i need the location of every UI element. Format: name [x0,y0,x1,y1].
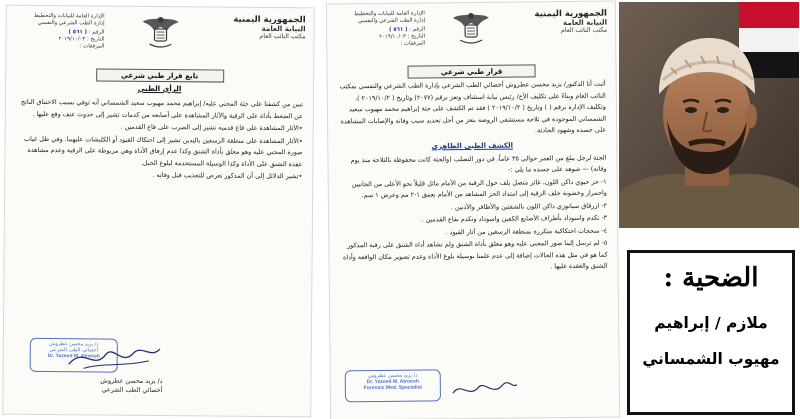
finding-item: ٢- ازرقاق سيانوزي داكن اللون بالشفتين والأظافر والأذنين . [450,201,607,211]
stamp-name-en: Dr. Yazeed M. Atroosh [366,378,419,386]
official-stamp [345,369,441,402]
decision-intro [328,78,617,139]
victim-name: ملازم / إبراهيم مهيوب الشمساني [642,314,780,368]
document-title: قرار طبي شرعي [407,64,535,78]
date-value: ٢٠١٩/١٠/٠٣ [58,36,86,43]
document-title: تابع قرار طبي شرعي [96,68,224,82]
prosecution-label: النيابة العامة [261,23,306,34]
national-emblem-icon [139,12,181,52]
section-subtitle: الرأي الطبي [137,83,182,94]
signatory-title: أخصائي الطب الشرعي [101,386,163,395]
section-title: الكشف الطبي الظاهري [431,141,514,150]
office-label: مكتب النائب العام [561,26,608,35]
date-label: التاريخ : [86,36,105,43]
forensic-decision-document [326,0,620,419]
opinion-body [5,97,313,183]
signature-scribble-icon [449,375,519,404]
attachments-label: المرفقات : [79,43,105,50]
department-line-2: إدارة الطب الشرعي والنفسي [37,19,105,27]
victim-photo [619,2,799,228]
finding-item: ٣- تكدم واسوداد بأطراف الأصابع الكفين واسوداد وتكدم بقاع القدمين . [421,213,608,224]
attachments-label: المرفقات : [400,40,426,47]
stamp-title-ar: أخصائي الطب الشرعي [49,347,98,354]
date-value: ٢٠١٩/١٠/٠٣ [379,33,406,40]
reference-label: الرقم : [409,26,426,33]
finding-item: ٥- لم ترسل إلينا صور المجني عليه وهو معلق بأداة الشنق ولم تشاهد أداة الشنق على رقبة المذكور كما هو في مثل هذه الحالات إضافة إلى عدم علمنا بوسيلة بلوغ الأداة وعدم تصوير مكان الواقعة وأداة الشنق والعقدة عليها . [342,238,608,271]
department-line-1: الإدارة العامة للنيابات والتخطيط [33,12,105,20]
date-label: التاريخ : [407,33,426,40]
finding-item: ١- حز حيوي داكن اللون، غائر متصل يلف حول الرقبة من الأمام مائل قليلاً نحو الأعلى من الجانبين واحمرار وخشونة خلف الرقبة إلى امتداد الحز المشاهد من الأمام بعمق ١-٢ مم وعرض ١ سم. [351,177,607,200]
department-block [333,10,425,48]
agency-heading [534,9,607,36]
document-header [327,2,616,63]
department-line-1: الإدارة العامة للنيابات والتخطيط [354,10,425,18]
stamp-name-en: Dr. Yazeed M. Atroosh [47,353,100,360]
stamp-name-ar: د/ يزيد محسن عطروش [367,372,418,380]
signature-block [52,376,162,395]
document-header [6,6,313,67]
department-block [12,13,104,51]
national-emblem-icon [450,8,492,48]
paragraph: • الآثار المشاهدة على قاع قدميه تشير إلى الضرب على قاع القدمين . [16,121,303,135]
republic-label: الجمهورية اليمنية [534,8,607,20]
intro-paragraph: أثبت أنا الدكتور/ يزيد محسن عطروش أخصائي الطب الشرعي بإدارة الطب الشرعي والنفسي بمكتب النائب العام وبناءً على تكليف الأخ/ رئيس نيابة استئناف وتعز برقم (٢٠٧٧) وتاريخ ( ٢٠١٩/١٠/٢ )، وتكليف الإدارة برقم ( ) وتاريخ ( ٢٠١٩/١٠/٢ ) فقد تم الكشف على جثة إبراهيم محمد مهيوب سعيد الشمساني الموجودة في ثلاجة مستشفى الروضة بتعز من أجل تحديد سبب وفاته والإصابات المشاهدة على جسده وشهود الحادثة. [339,79,607,135]
stamp-name-ar: د/ يزيد محسن عطروش [49,341,99,348]
victim-caption-box [627,250,795,415]
victim-portrait-image [619,2,799,228]
paragraph: • الآثار المشاهدة على منطقة الرسغين باليدين تشير إلى احتكاك القيود أو الكلبشات عليهما. وفي ظل غياب صورة المجني عليه وهو معلق بأداة الشنق وكذا عدم إرفاق الأداة وهي مربوطة على الرقبة وعدم مشاهدة عقدة الشنق على الأداة وكذا الوسيلة المستخدمة لبلوغ الحبل. [15,133,302,170]
agency-heading [233,15,306,42]
exam-findings [328,152,617,275]
signature-scribble-icon [64,336,164,377]
paragraph: • تشير الدلائل إلى أن المذكور تعرض للتعذيب قبل وفاته . [15,169,302,183]
exam-intro: الجثة لرجل يبلغ من العمر حوالي ٣٥ عاماً، في دور التصلب (والجثة كانت محفوظة بالثلاجة منذ يوم وفاته) — شوهد على جسده ما يلي :- [350,153,607,174]
department-line-2: إدارة الطب الشرعي والنفسي [358,17,426,25]
signatory-name: د/ يزيد محسن عطروش [100,377,163,386]
reference-label: الرقم : [88,29,105,36]
stamp-title-en: Forensic Med. Specialist [363,384,423,392]
prosecution-label: النيابة العامة [562,17,608,28]
office-label: مكتب النائب العام [259,32,306,41]
finding-item: ٤- سحجات احتكاكية متكررة بمنطقة الرسغين من آثار القيود . [445,226,608,236]
paragraph: تبين من كشفنا على جثة المجني عليه/ إبراهيم محمد مهيوب سعيد الشمساني أنه توفي بسبب الاختناق الناتج عن الضغط بأداة على الرقبة والآثار المشاهدة على أصابعه من كدمات تشير إلى حدوث عنف وقع عليها . [20,97,303,120]
republic-label: الجمهورية اليمنية [233,14,306,26]
reference-number: ( ٥٦١ ) [388,26,408,33]
caption-title: الضحية : [663,263,759,293]
medical-opinion-document [2,5,315,418]
reference-number: ( ٥٦١ ) [68,29,88,36]
